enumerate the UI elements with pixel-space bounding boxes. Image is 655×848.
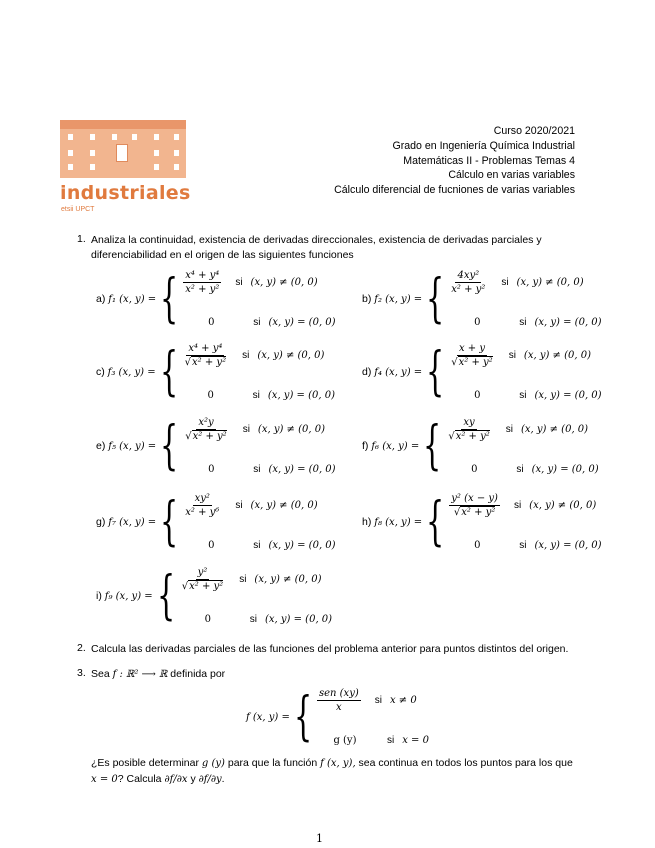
logo-wordmark: industriales bbox=[60, 182, 191, 204]
logo bbox=[60, 120, 190, 215]
function-problem-3: f (x, y) = { $\frac{\text{sen (xy)}}{x}$ si x ≠ 0 g (y) si x = 0 bbox=[246, 687, 429, 747]
building-graphic bbox=[60, 120, 186, 178]
problem-3-question: ¿Es posible determinar g (y) para que la función f (x, y), sea continua en todos los puntos para los que x = 0? Calcula ∂f/∂x y ∂f/∂y. bbox=[91, 757, 573, 785]
problem-3-intro: Sea f : ℝ² ⟶ ℝ definida por bbox=[91, 668, 226, 680]
header-subtopic: Cálculo diferencial de fucniones de varias variables bbox=[334, 184, 575, 197]
problem-3-number: 3. bbox=[77, 667, 86, 679]
course-header bbox=[334, 124, 575, 198]
function-e: e) f₅ (x, y) = { $\frac{\text{x²y}}{\text{√x² + y²}}$ si (x, y) ≠ (0, 0) 0 si (x, y) = (0, 0) bbox=[96, 416, 336, 476]
header-degree: Grado en Ingeniería Química Industrial bbox=[392, 139, 575, 152]
header-topic: Cálculo en varias variables bbox=[448, 169, 575, 182]
function-b: b) f₂ (x, y) = { $\frac{\text{4xy²}}{\text{x² + y²}}$ si (x, y) ≠ (0, 0) 0 si (x, y) = (0, 0) bbox=[362, 269, 602, 329]
function-i: i) f₉ (x, y) = { $\frac{\text{y²}}{\text{√x² + y²}}$ si (x, y) ≠ (0, 0) 0 si (x, y) = (0, 0) bbox=[96, 566, 333, 626]
problem-2-number: 2. bbox=[77, 642, 86, 654]
function-g: g) f₇ (x, y) = { $\frac{\text{xy²}}{\text{x² + y⁶}}$ si (x, y) ≠ (0, 0) 0 si (x, y) = (0, 0) bbox=[96, 492, 336, 552]
page-number: 1 bbox=[316, 832, 323, 845]
function-d: d) f₄ (x, y) = { $\frac{x + y}{\text{√x² + y²}}$ si (x, y) ≠ (0, 0) 0 si (x, y) = (0, 0) bbox=[362, 342, 602, 402]
function-c: c) f₃ (x, y) = { $\frac{\text{x⁴ + y⁴}}{\text{√x² + y²}}$ si (x, y) ≠ (0, 0) 0 si (x, y) = (0, 0) bbox=[96, 342, 335, 402]
header-course-year: Curso 2020/2021 bbox=[493, 125, 575, 137]
function-f: f) f₆ (x, y) = { $\frac{xy}{\text{√x² + y²}}$ si (x, y) ≠ (0, 0) 0 si (x, y) = (0, 0) bbox=[362, 416, 599, 476]
header-subject: Matemáticas II - Problemas Temas 4 bbox=[403, 154, 575, 167]
problem-1-number: 1. bbox=[77, 233, 86, 245]
function-a: a) f₁ (x, y) = { $\frac{\text{x⁴ + y⁴}}{\text{x² + y²}}$ si (x, y) ≠ (0, 0) 0 si (x, y) = (0, 0) bbox=[96, 269, 336, 329]
function-h: h) f₈ (x, y) = { $\frac{\text{y² (x − y)}}{\text{√x² + y²}}$ si (x, y) ≠ (0, 0) 0 si (x, y) = (0, 0) bbox=[362, 492, 602, 552]
problem-1-statement: Analiza la continuidad, existencia de derivadas direccionales, existencia de derivadas parciales y diferenciabilidad en el origen de las siguientes funciones bbox=[91, 234, 542, 261]
problem-2-statement: Calcula las derivadas parciales de las funciones del problema anterior para puntos distintos del origen. bbox=[91, 643, 569, 655]
logo-subtitle: etsii UPCT bbox=[61, 206, 95, 213]
